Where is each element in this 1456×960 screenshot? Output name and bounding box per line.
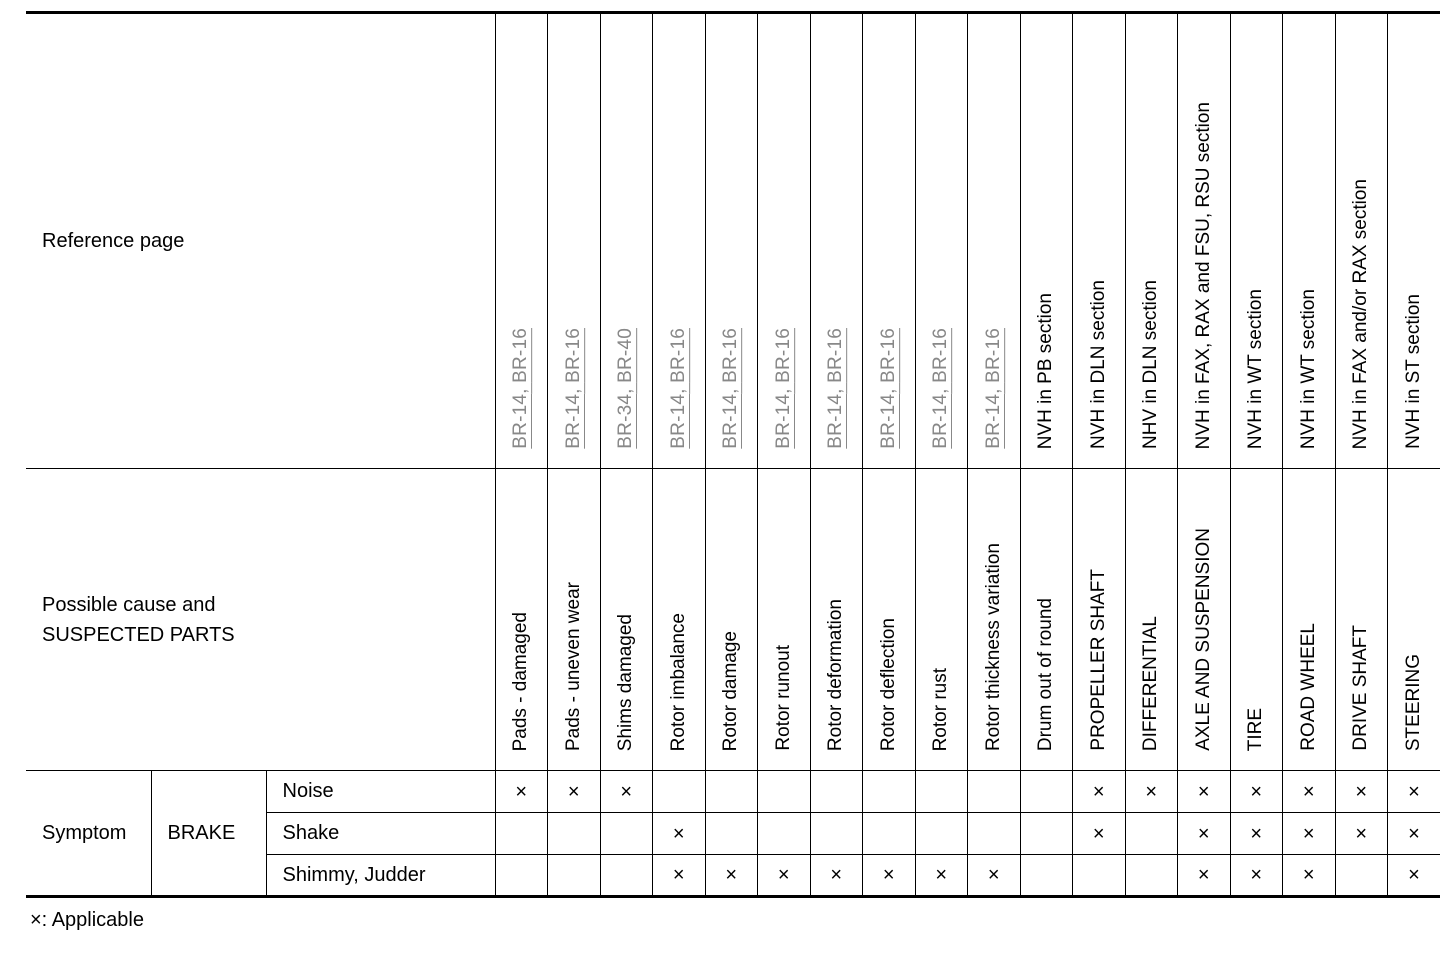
reference-text-segment: NVH in FAX, RAX and FSU, RSU section (1192, 101, 1214, 449)
applicable-mark-cell: × (1388, 771, 1441, 813)
reference-link[interactable]: BR-16 (720, 328, 742, 384)
suspected-part-cell (1230, 469, 1283, 771)
suspected-part-label: STEERING (1403, 653, 1425, 751)
legend-applicable: ×: Applicable (30, 909, 144, 931)
applicable-mark-cell: × (653, 855, 706, 897)
reference-cell (1020, 13, 1073, 469)
reference-cell (653, 13, 706, 469)
reference-link[interactable]: BR-16 (877, 328, 899, 384)
applicable-mark-cell (810, 813, 863, 855)
reference-text-segment: NVH in WT section (1297, 288, 1319, 449)
applicable-mark-cell (548, 813, 601, 855)
suspected-part-cell (968, 469, 1021, 771)
reference-text (1298, 289, 1320, 449)
suspected-part-label: Pads - damaged (510, 611, 532, 751)
reference-cell (705, 13, 758, 469)
suspected-part-label: DIFFERENTIAL (1140, 615, 1162, 751)
reference-text-segment: , (667, 383, 689, 395)
reference-link[interactable]: BR-14 (510, 394, 532, 449)
symptom-name: Noise (266, 771, 495, 813)
reference-link[interactable]: BR-14 (825, 394, 847, 449)
reference-cell (495, 13, 548, 469)
applicable-mark-cell: × (1230, 813, 1283, 855)
applicable-mark-cell (915, 813, 968, 855)
reference-text (1245, 289, 1267, 449)
reference-text (563, 328, 585, 449)
reference-text (1193, 102, 1215, 449)
suspected-parts-row (26, 469, 1440, 771)
applicable-mark-cell (758, 813, 811, 855)
applicable-mark-cell (810, 771, 863, 813)
reference-text (983, 328, 1005, 449)
applicable-mark-cell: × (548, 771, 601, 813)
reference-text-segment: , (982, 383, 1004, 395)
reference-cell (915, 13, 968, 469)
applicable-mark-cell (968, 813, 1021, 855)
suspected-part-label: Rotor imbalance (667, 612, 689, 751)
reference-link[interactable]: BR-14 (877, 394, 899, 449)
suspected-part-cell (1020, 469, 1073, 771)
reference-text (720, 328, 742, 449)
suspected-part-label: Rotor damage (720, 630, 742, 751)
applicable-mark-cell (1020, 771, 1073, 813)
applicable-mark-cell: × (1335, 771, 1388, 813)
suspected-part-cell (653, 469, 706, 771)
applicable-mark-cell: × (915, 855, 968, 897)
applicable-mark-cell: × (758, 855, 811, 897)
reference-link[interactable]: BR-14 (562, 394, 584, 449)
reference-text-segment: , (825, 383, 847, 395)
applicable-mark-cell (915, 771, 968, 813)
reference-cell (1335, 13, 1388, 469)
applicable-mark-cell: × (1178, 771, 1231, 813)
reference-cell (1283, 13, 1336, 469)
suspected-part-label: PROPELLER SHAFT (1087, 569, 1109, 751)
applicable-mark-cell (1020, 855, 1073, 897)
reference-link[interactable]: BR-16 (982, 328, 1004, 384)
applicable-mark-cell (495, 813, 548, 855)
applicable-mark-cell (1125, 813, 1178, 855)
reference-link[interactable]: BR-34 (615, 394, 637, 449)
reference-link[interactable]: BR-16 (772, 328, 794, 384)
symptom-label: Symptom (26, 771, 151, 897)
reference-text-segment: , (877, 383, 899, 395)
applicable-mark-cell: × (1230, 771, 1283, 813)
reference-text (1088, 280, 1110, 449)
suspected-part-cell (600, 469, 653, 771)
applicable-mark-cell: × (1230, 855, 1283, 897)
applicable-mark-cell: × (968, 855, 1021, 897)
suspected-part-label: DRIVE SHAFT (1350, 625, 1372, 751)
reference-text (1350, 179, 1372, 449)
applicable-mark-cell (758, 771, 811, 813)
suspected-part-cell (1388, 469, 1441, 771)
reference-text-segment: , (720, 383, 742, 395)
reference-link[interactable]: BR-40 (615, 328, 637, 384)
reference-text (878, 328, 900, 449)
suspected-part-label: Pads - uneven wear (562, 582, 584, 751)
reference-text-segment: NVH in PB section (1035, 292, 1057, 449)
applicable-mark-cell (1073, 855, 1126, 897)
reference-text-segment: NHV in DLN section (1140, 280, 1162, 449)
applicable-mark-cell (1020, 813, 1073, 855)
suspected-part-label: Rotor rust (930, 667, 952, 751)
suspected-part-label: TIRE (1245, 707, 1267, 751)
reference-page-label: Reference page (26, 13, 495, 469)
nvh-troubleshooting-table (26, 11, 1440, 898)
applicable-mark-cell: × (1178, 855, 1231, 897)
possible-cause-line1: Possible cause and (42, 593, 216, 616)
reference-cell (600, 13, 653, 469)
applicable-mark-cell: × (1283, 813, 1336, 855)
symptom-row (26, 771, 1440, 813)
reference-text (930, 328, 952, 449)
reference-page-row (26, 13, 1440, 469)
applicable-mark-cell: × (705, 855, 758, 897)
suspected-part-label: Rotor deflection (877, 617, 899, 751)
suspected-part-cell (810, 469, 863, 771)
applicable-mark-cell: × (1283, 855, 1336, 897)
applicable-mark-cell: × (653, 813, 706, 855)
applicable-mark-cell (863, 771, 916, 813)
reference-text-segment: NVH in WT section (1245, 288, 1267, 449)
suspected-part-cell (1283, 469, 1336, 771)
reference-cell (1125, 13, 1178, 469)
reference-link[interactable]: BR-16 (825, 328, 847, 384)
applicable-mark-cell: × (1073, 771, 1126, 813)
applicable-mark-cell: × (1388, 855, 1441, 897)
suspected-part-cell (758, 469, 811, 771)
applicable-mark-cell (653, 771, 706, 813)
suspected-part-label: ROAD WHEEL (1297, 623, 1319, 751)
applicable-mark-cell: × (1178, 813, 1231, 855)
suspected-part-cell (1335, 469, 1388, 771)
applicable-mark-cell: × (495, 771, 548, 813)
applicable-mark-cell (705, 771, 758, 813)
applicable-mark-cell: × (810, 855, 863, 897)
reference-link[interactable]: BR-14 (772, 394, 794, 449)
reference-text (615, 328, 637, 449)
reference-text-segment: NVH in DLN section (1087, 280, 1109, 449)
suspected-part-cell (705, 469, 758, 771)
reference-text-segment: , (772, 383, 794, 395)
reference-text-segment: , (562, 383, 584, 395)
reference-cell (548, 13, 601, 469)
applicable-mark-cell (863, 813, 916, 855)
applicable-mark-cell (548, 855, 601, 897)
reference-text-segment: , (930, 383, 952, 395)
reference-cell (1388, 13, 1441, 469)
reference-cell (1073, 13, 1126, 469)
applicable-mark-cell: × (1125, 771, 1178, 813)
applicable-mark-cell: × (1073, 813, 1126, 855)
suspected-part-label: AXLE AND SUSPENSION (1192, 528, 1214, 751)
reference-link[interactable]: BR-16 (562, 328, 584, 384)
reference-link[interactable]: BR-16 (667, 328, 689, 384)
reference-text-segment: , (615, 383, 637, 395)
applicable-mark-cell: × (600, 771, 653, 813)
suspected-part-cell (1178, 469, 1231, 771)
suspected-part-cell (495, 469, 548, 771)
symptom-name: Shake (266, 813, 495, 855)
reference-cell (1230, 13, 1283, 469)
applicable-mark-cell (1335, 855, 1388, 897)
suspected-part-label: Rotor deformation (825, 598, 847, 751)
applicable-mark-cell: × (1335, 813, 1388, 855)
applicable-mark-cell: × (1283, 771, 1336, 813)
applicable-mark-cell (968, 771, 1021, 813)
reference-link[interactable]: BR-16 (510, 328, 532, 384)
reference-link[interactable]: BR-14 (720, 394, 742, 449)
applicable-mark-cell (495, 855, 548, 897)
suspected-part-cell (1125, 469, 1178, 771)
symptom-category: BRAKE (151, 771, 266, 897)
reference-link[interactable]: BR-16 (930, 328, 952, 384)
reference-text-segment: NVH in ST section (1403, 294, 1425, 449)
applicable-mark-cell (1125, 855, 1178, 897)
reference-link[interactable]: BR-14 (982, 394, 1004, 449)
suspected-part-cell (863, 469, 916, 771)
suspected-part-label: Rotor thickness variation (982, 542, 1004, 751)
reference-text-segment: , (510, 383, 532, 395)
applicable-mark-cell (705, 813, 758, 855)
suspected-part-label: Rotor runout (772, 645, 794, 751)
reference-link[interactable]: BR-14 (667, 394, 689, 449)
reference-cell (1178, 13, 1231, 469)
suspected-part-cell (915, 469, 968, 771)
reference-cell (810, 13, 863, 469)
applicable-mark-cell: × (863, 855, 916, 897)
possible-cause-line2: SUSPECTED PARTS (42, 623, 235, 646)
applicable-mark-cell (600, 855, 653, 897)
reference-text (1140, 280, 1162, 449)
applicable-mark-cell (600, 813, 653, 855)
reference-text (1403, 294, 1425, 449)
suspected-part-cell (548, 469, 601, 771)
symptom-name: Shimmy, Judder (266, 855, 495, 897)
reference-link[interactable]: BR-14 (930, 394, 952, 449)
suspected-part-label: Shims damaged (615, 613, 637, 751)
reference-cell (968, 13, 1021, 469)
suspected-part-cell (1073, 469, 1126, 771)
reference-text (668, 328, 690, 449)
reference-text (510, 328, 532, 449)
possible-cause-label (26, 469, 495, 771)
reference-text-segment: NVH in FAX and/or RAX section (1350, 178, 1372, 449)
reference-text (1035, 293, 1057, 449)
applicable-mark-cell: × (1388, 813, 1441, 855)
reference-cell (758, 13, 811, 469)
reference-cell (863, 13, 916, 469)
suspected-part-label: Drum out of round (1035, 597, 1057, 751)
reference-text (773, 328, 795, 449)
reference-text (825, 328, 847, 449)
